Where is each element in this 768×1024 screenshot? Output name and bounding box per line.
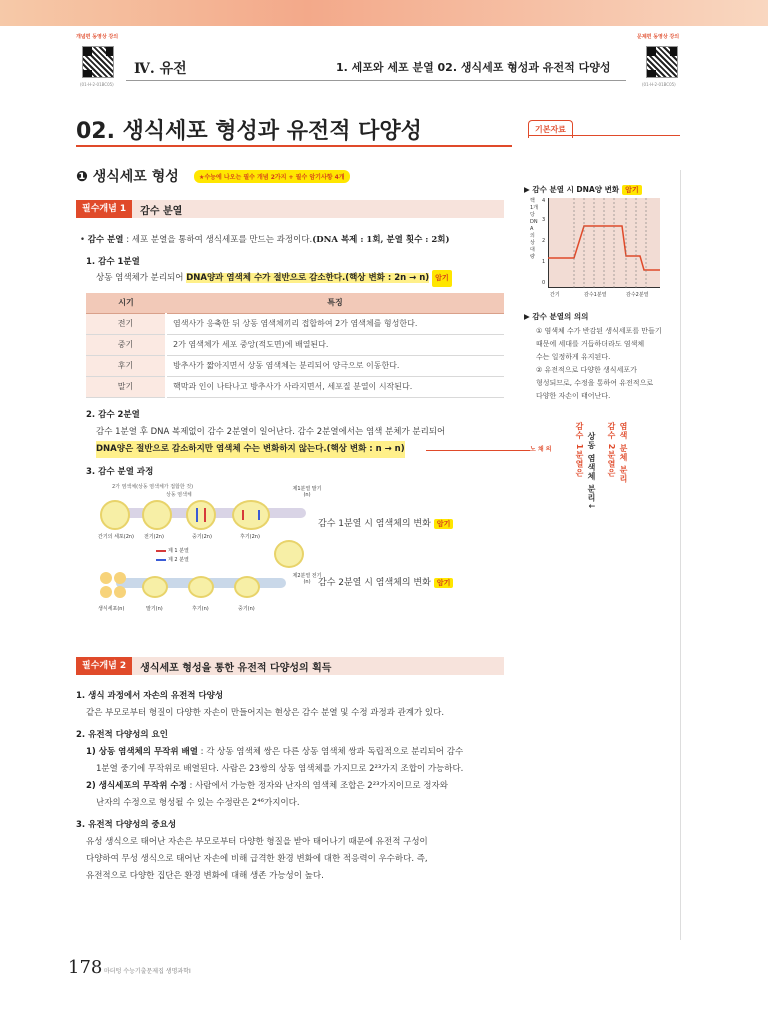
definition: • 감수 분열 : 세포 분열을 통하여 생식세포를 만드는 과정이다.(DNA 복제 : 1회, 분열 횟수 : 2회): [80, 235, 450, 245]
table-row: 말기 핵막과 인이 나타나고 방추사가 사라지면서, 세포질 분열이 시작된다.: [86, 376, 504, 397]
side-divider: [528, 135, 680, 136]
caption-meiosis1: 감수 1분열 시 염색체의 변화 암기: [318, 516, 453, 529]
note-label: 노 채 의: [530, 446, 552, 453]
top-stripe: [0, 0, 768, 26]
meiosis2-heading: 2. 감수 2분열: [86, 410, 140, 420]
essential-label: 필수개념 1: [76, 200, 132, 218]
genetic-h1: 1. 생식 과정에서 자손의 유전적 다양성: [76, 691, 224, 701]
side-rule: [680, 170, 681, 940]
note-connector: [426, 450, 530, 451]
meiosis-diagram: 2가 염색체(상동 염색체가 접합한 것) 상동 염색체 간기의 세포(2n) 전기(2n) 중기(2n) 후기(2n) 제1분열 말기 (n) 제2분열 전기 (n) 제 1 분열 제 2 분열 생식세포(n) 말기(n) 후기(n) 중기(n): [98, 484, 322, 612]
qr-code-left[interactable]: [82, 46, 114, 78]
chapter-title: Ⅳ. 유전: [134, 61, 187, 77]
qr-left-label: 개념편 동영상 강의: [76, 34, 119, 40]
footer-text: 마더텅 수능기출문제집 생명과학Ⅰ: [104, 968, 191, 975]
meaning-2: ② 유전적으로 다양한 생식세포가 형성되므로, 수정을 통하여 유전적으로 다양한 자손이 태어난다.: [536, 366, 654, 400]
title-underline: [76, 145, 512, 147]
graph-title: ▶ 감수 분열 시 DNA양 변화 암기: [524, 184, 642, 195]
genetic-t3a: 유성 생식으로 태어난 자손은 부모로부터 다양한 형질을 받아 태어나기 때문에 유전적 구성이: [86, 837, 428, 847]
side-tab: 기본자료: [528, 120, 573, 138]
memorize-badge: 암기: [432, 270, 452, 287]
genetic-h2: 2. 유전적 다양성의 요인: [76, 730, 168, 740]
note-vert-2: 상동 염색체 분리↓: [587, 432, 596, 511]
genetic-p2a: 2) 생식세포의 무작위 수정 : 사람에서 가능한 정자와 난자의 염색체 조합은 2²³가지이므로 정자와: [86, 781, 448, 791]
essential-title: 감수 분열: [140, 205, 183, 217]
meaning-title: ▶ 감수 분열의 의의: [524, 312, 589, 321]
genetic-t3b: 다양하여 무성 생식으로 태어난 자손에 비해 급격한 환경 변화에 대한 적응력이 우수하다. 즉,: [86, 854, 428, 864]
note-vert-1: 감수 1분열은: [575, 422, 584, 478]
note-vert-4: 염색 분체 분리: [619, 422, 628, 484]
page-number: 178: [68, 957, 103, 978]
dna-graph: 핵 1개당 DNA의 상대량 0 1 2 3 4 간기 감수1분열 감수2분열: [530, 198, 670, 300]
genetic-h3: 3. 유전적 다양성의 중요성: [76, 820, 177, 830]
genetic-p2b: 난자의 수정으로 형성될 수 있는 수정란은 2⁴⁶가지이다.: [96, 798, 300, 808]
meaning-1: ① 염색체 수가 반감된 생식세포를 만들기 때문에 세대를 거듭하더라도 염색체 수는 일정하게 유지된다.: [536, 327, 662, 361]
essential-concept-1: [76, 200, 504, 218]
meiosis2-line1: 감수 1분열 후 DNA 복제없이 감수 2분열이 일어난다. 감수 2분열에서는 염색 분체가 분리되어: [96, 427, 446, 437]
table-row: 후기 방추사가 짧아지면서 상동 염색체는 분리되어 양극으로 이동한다.: [86, 355, 504, 376]
page-title: 02. 생식세포 형성과 유전적 다양성: [76, 119, 422, 144]
meiosis1-text: 상동 염색체가 분리되어 DNA양과 염색체 수가 절반으로 감소한다.(핵상 변화 : 2n → n) 암기: [96, 270, 452, 287]
genetic-t1: 같은 부모로부터 형질이 다양한 자손이 만들어지는 현상은 감수 분열 및 수정 과정과 관계가 있다.: [86, 708, 445, 718]
qr-left-code: (01-H-2-01BC05): [80, 82, 114, 87]
qr-right-label: 문제편 동영상 강의: [637, 34, 680, 40]
section-number: ❶: [76, 169, 88, 185]
table-row: 중기 2가 염색체가 세포 중앙(적도면)에 배열된다.: [86, 334, 504, 355]
breadcrumb: 1. 세포와 세포 분열 02. 생식세포 형성과 유전적 다양성: [336, 61, 611, 74]
meiosis1-heading: 1. 감수 1분열: [86, 257, 140, 267]
genetic-p1a: 1) 상동 염색체의 무작위 배열 : 각 상동 염색체 쌍은 다른 상동 염색체 쌍과 독립적으로 분리되어 감수: [86, 747, 464, 757]
meiosis2-line2: DNA양은 절반으로 감소하지만 염색체 수는 변화하지 않는다.(핵상 변화 : n → n): [96, 441, 405, 458]
essential-concept-2: [76, 657, 504, 675]
note-vert-3: 감수 2분열은: [607, 422, 616, 478]
section-title: 생식세포 형성: [92, 169, 179, 185]
essential-title: 생식세포 형성을 통한 유전적 다양성의 획득: [140, 662, 332, 674]
prophase-table: 시기 특징 전기 염색사가 응축한 뒤 상동 염색체끼리 접합하여 2가 염색체를 형성한다. 중기 2가 염색체가 세포 중앙(적도면)에 배열된다. 후기 방추사가 짧아지면서 상동 염색체는 분리되어 양극으로 이동한다. 말기 핵막과 인이 나타나고 방추사가 사라지면서, 세포질 분열이 시작된다.: [86, 293, 504, 398]
qr-right-code: (01-H-2-01BC05): [642, 82, 676, 87]
header-divider: [126, 80, 626, 81]
dna-line: [548, 198, 660, 288]
process-heading: 3. 감수 분열 과정: [86, 467, 154, 477]
section-tag: ★수능에 나오는 필수 개념 2가지 + 필수 암기사항 4개: [194, 170, 350, 183]
genetic-t3c: 유전적으로 다양한 집단은 환경 변화에 대해 생존 가능성이 높다.: [86, 871, 324, 881]
genetic-p1b: 1분열 중기에 무작위로 배열된다. 사람은 23쌍의 상동 염색체를 가지므로 2²³가지 조합이 가능하다.: [96, 764, 464, 774]
caption-meiosis2: 감수 2분열 시 염색체의 변화 암기: [318, 575, 453, 588]
graph-ylabel: 핵 1개당 DNA의 상대량: [530, 198, 539, 260]
essential-label: 필수개념 2: [76, 657, 132, 675]
qr-code-right[interactable]: [646, 46, 678, 78]
table-row: 전기 염색사가 응축한 뒤 상동 염색체끼리 접합하여 2가 염색체를 형성한다.: [86, 313, 504, 334]
